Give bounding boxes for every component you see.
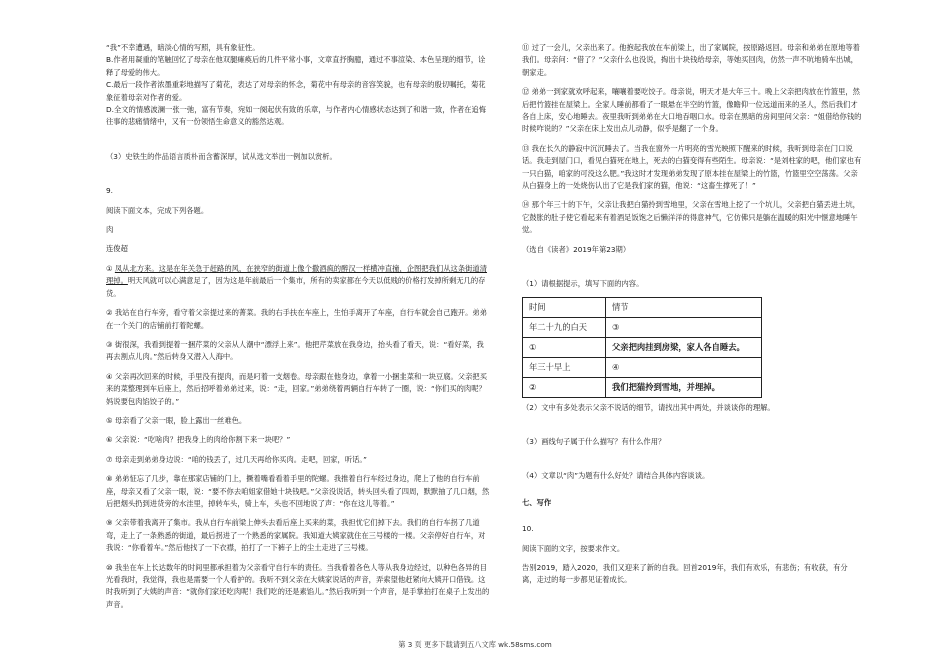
plot-table <box>522 297 762 398</box>
paragraph-4: ④ 父亲再次回来的时候，手里没有提肉，而是叼着一支烟卷。母亲跟在他身边，拿着一小捆韭菜和一块豆腐。父亲把买来的菜整理到车后座上，然后招呼着弟弟过来，说：“走，回家。”弟弟绕着两辆自行车转了一圈，说：“你们买的肉呢？妈说要包肉馅饺子的。” <box>106 371 487 406</box>
paragraph: “我”不幸遭遇，暗淡心情的写照，具有象征性。 <box>106 43 260 52</box>
paragraph-11: ⑪ 过了一会儿，父亲出来了。他抱起我放在车前梁上，出了家属院，按原路返回。母亲和弟弟在原地等着我们。母亲问：“借了？”父亲什么也没说，掏出十块钱给母亲，等她买回肉，仿然一声不吭地骑车出城，朝家走。 <box>522 43 860 77</box>
option-d: D.全文的情感波澜一张一弛，富有节奏，宛如一阕起伏有致的乐章，与作者内心情感状态达到了和谐一致，作者在追悔往事的悲痛情绪中，又有一份领悟生命意义的豁然达观。 <box>106 105 487 127</box>
table-header-row <box>523 297 762 317</box>
sub-question-2: （2）文中有多处表示父亲不说话的细节，请找出其中两处，并谈谈你的理解。 <box>522 402 775 412</box>
article-title: 肉 <box>106 225 114 235</box>
underlined-sentence: 凤从北方来。这是在年关急于赶路的风，在狭窄的街道上像个撒酒疯的醉汉一样横冲直撞，企图把我们从这条街道清理掉。 <box>106 263 488 286</box>
paragraph-1 <box>106 263 491 300</box>
instruction: 阅读下面文本，完成下列各题。 <box>106 205 209 215</box>
paragraph-6: ⑥ 父亲说：“吃啥肉？把我身上的肉给你割下来一块吧？” <box>106 435 291 445</box>
left-column <box>106 42 491 611</box>
paragraph-number: ① <box>106 263 113 273</box>
paragraph-5: ⑤ 母亲看了父亲一眼，脸上露出一丝难色。 <box>106 415 247 425</box>
table-cell: 年二十九的白天 <box>523 317 606 337</box>
right-column <box>522 42 862 587</box>
page-footer: 第 3 页 更多下载请到五八文库 wk.58sms.com <box>398 640 552 649</box>
paragraph-12: ⑫ 弟弟一到家就欢呼起来，嚷嚷着要吃饺子。母亲说，明天才是大年三十。晚上父亲把肉放在竹篮里，然后把竹篮挂在屋梁上。全家人睡前都看了一眼悬在半空的竹篮，像瞻仰一位远道而来的圣人，然后我们才各自上床，安心地睡去。夜里我听到弟弟在大口地吞咽口水。母亲在黑暗的房间里问父亲：“姐借给你钱的时候咋说的？”父亲在床上发出点儿动静，似乎是翻了一个身。 <box>522 87 862 134</box>
paragraph-9: ⑨ 父亲带着我离开了集市。我从自行车前梁上伸头去看后座上买来的菜，我担忧它们掉下去。我们的自行车拐了几道弯，走上了一条熟悉的街道，最后拐进了一个熟悉的家属院。我知道大姨家就住在三号楼的一楼。父亲停好自行车，对我说：“你看着车。”然后他找了一下衣襟，拍打了一下裤子上的尘土走进了三号楼。 <box>106 518 486 553</box>
paragraph-rest: 明天风就可以心满意足了，因为这是年前最后一个集市，所有的卖家都在今天以低贱的价格打发掉所剩无几的存货。 <box>106 276 486 298</box>
table-row <box>523 377 762 397</box>
paragraph-3: ③ 街很深，我看到提着一捆芹菜的父亲从人潮中“漂浮上来”。他把芹菜放在我身边，抬头看了看天，说：“看好菜，我再去割点儿肉。”然后转身又潜入人海中。 <box>106 339 484 362</box>
table-cell: 父亲把肉挂到房梁，家人各自睡去。 <box>606 337 762 357</box>
paragraph-2: ② 我站在自行车旁，看守着父亲提过来的菁菜。我的右手扶在车座上，生怕手离开了车座，自行车就会自己跑开。弟弟在一个关门的店铺前打着陀螺。 <box>106 308 487 330</box>
paragraph-7: ⑦ 母亲走到弟弟身边说：“咱的钱丢了，过几天再给你买肉。走吧，回家，听话。” <box>106 454 367 464</box>
answer-blank[interactable]: ④ <box>606 357 762 377</box>
table-header: 情节 <box>606 297 762 317</box>
paragraph-13: ⑬ 我在长久的静寂中沉沉睡去了。当我在窗外一片明亮的雪光映照下醒来的时候，我听到母亲在门口说话。我走到屋门口，看见白猫死在地上，死去的白猫变得有些陌生。母亲说：“是刘柱家的吧，他们家也有一只白猫，咱家的可没这么肥。”我这时才发现弟弟发现了原本挂在屋梁上的竹篮，竹篮里空空荡荡。父亲从白猫身上的一处烧伤认出了它是我们家的猫，他说：“这畜生撑死了！” <box>522 143 862 191</box>
table-row <box>523 337 762 357</box>
table-row <box>523 357 762 377</box>
question-number: 9. <box>106 186 113 196</box>
sub-question-4: （4）文章以“肉”为题有什么好处？请结合具体内容谈谈。 <box>522 471 710 481</box>
sub-question-1: （1）请根据提示，填写下面的内容。 <box>522 279 644 289</box>
source-citation: （选自《读者》2019年第23期） <box>522 244 631 254</box>
table-row <box>523 317 762 337</box>
answer-blank[interactable]: ③ <box>606 317 762 337</box>
question-number: 10. <box>522 524 534 534</box>
question-3: （3）史铁生的作品语言质朴而含蓄深厚，试从选文举出一例加以赏析。 <box>106 151 337 161</box>
table-cell: 年三十早上 <box>523 357 606 377</box>
answer-blank[interactable]: ② <box>523 377 606 397</box>
paragraph-14: ⑭ 那个年三十的下午，父亲让我把白猫拎到雪地里，父亲在雪地上挖了一个坑儿，父亲把白猫丢进土坑，它鼓胀的肚子使它看起来有着酒足饭饱之后懒洋洋的得意神气，它仿佛只是躺在温暖的阳光中惬意地睡午觉。 <box>522 200 860 235</box>
option-b: B.作者用凝重的笔触回忆了母亲在他双腿瘫痪后的几件平常小事，文章直抒胸臆，通过不事渲染、本色呈现的细节，诠释了母爱的伟大。 <box>106 55 486 77</box>
table-header: 时间 <box>523 297 606 317</box>
answer-blank[interactable]: ① <box>523 337 606 357</box>
instruction: 阅读下面的文字，按要求作文。 <box>522 543 625 553</box>
paragraph-8: ⑧ 弟弟怔忘了几步，靠在那家店铺的门上，撅着嘴看看着手里的陀螺。我推着自行车经过身边，爬上了他的自行车前座，母亲又看了父亲一眼，说：“要不你去咱姐家借她十块钱吧。”父亲没说话，转头回头看了四周，默默抽了几口烟，然后把烟头扔到进货旁的水洼里，掉转车头，骑上车，头也不回地说了声：“你在这儿等着。” <box>106 474 490 508</box>
option-c: C.最后一段作者浓墨重彩地描写了菊花，表达了对母亲的怀念，菊花中有母亲的音容笑貌，也有母亲的殷切嘱托，菊花象征着母亲对作者的爱。 <box>106 80 486 102</box>
section-heading: 七、写作 <box>522 497 552 507</box>
sub-question-3: （3）画线句子属于什么描写？有什么作用？ <box>522 436 666 446</box>
table-cell: 我们把猫拎到雪地，并埋掉。 <box>606 377 762 397</box>
paragraph-10: ⑩ 我坐在车上长达数年的时间里都承担着为父亲看守自行车的责任。当我看着各色人等从我身边经过，以种色各异的目光看我时，我觉得，我也是需要一个人看护的。我听不到父亲在大姨家说话的声音，弄索望他赶紧向大姨开口借钱。这时我听到了大姨的声音：“就你们家还吃肉呢！我们吃的还是素馅儿。”然后我听到一个声音，是手掌拍打在桌子上发出的声音。 <box>106 562 490 609</box>
writing-prompt: 告别2019，踏入2020，我们又迎来了新的自我。回首2019年，我们有欢乐，有悲伤；有收获，有分离，走过的每一步都见证着成长。 <box>522 562 848 585</box>
article-author: 连俊超 <box>106 244 128 254</box>
